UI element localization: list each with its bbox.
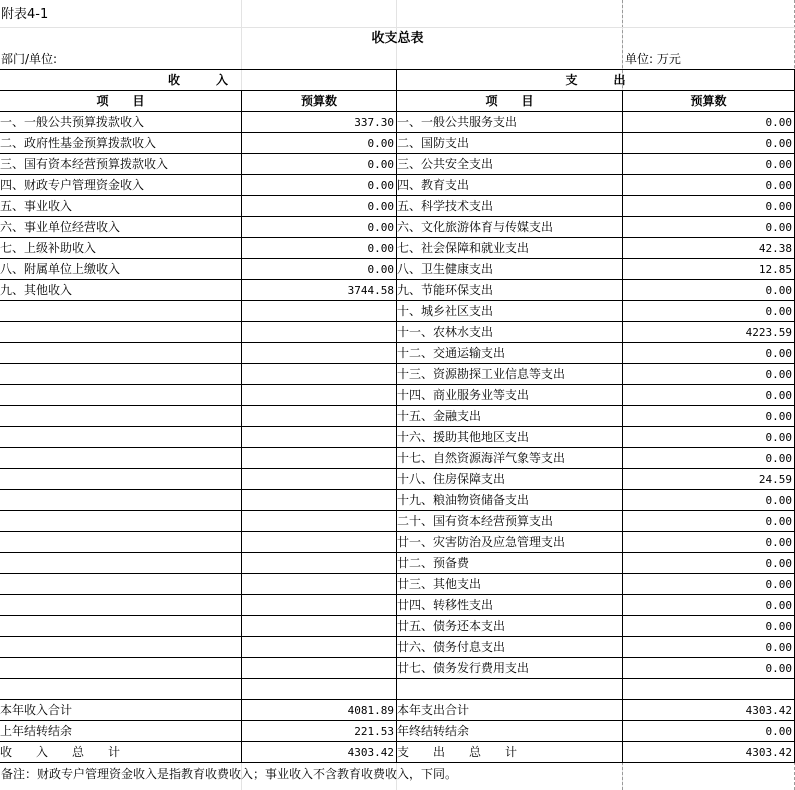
income-item-value	[242, 490, 397, 511]
expense-item-value: 0.00	[623, 154, 795, 175]
total-row	[0, 721, 795, 742]
income-item-label: 八、附属单位上缴收入	[0, 259, 242, 280]
table-row	[0, 595, 795, 616]
expense-item-value: 0.00	[623, 280, 795, 301]
income-item-value	[242, 616, 397, 637]
table-row	[0, 217, 795, 238]
expense-item-label: 廿七、债务发行费用支出	[397, 658, 623, 679]
footnote: 备注：财政专户管理资金收入是指教育收费收入；事业收入不含教育收费收入，下同。	[1, 767, 458, 781]
total-expense-value: 4303.42	[623, 700, 795, 721]
table-row	[0, 364, 795, 385]
table-row	[0, 259, 795, 280]
expense-item-value: 4223.59	[623, 322, 795, 343]
total-income-value: 4081.89	[242, 700, 397, 721]
expense-item-value: 0.00	[623, 448, 795, 469]
income-item-label	[0, 553, 242, 574]
expense-item-label: 十五、金融支出	[397, 406, 623, 427]
income-item-value	[242, 448, 397, 469]
expense-item-label: 十九、粮油物资储备支出	[397, 490, 623, 511]
total-expense-value: 0.00	[623, 721, 795, 742]
expense-item-value: 0.00	[623, 658, 795, 679]
income-item-label	[0, 616, 242, 637]
income-item-label	[0, 427, 242, 448]
expense-item-label: 十、城乡社区支出	[397, 301, 623, 322]
income-item-label	[0, 364, 242, 385]
income-budget-header: 预算数	[242, 91, 397, 112]
income-item-label	[0, 385, 242, 406]
blank-cell	[242, 679, 397, 700]
row-section-header	[0, 70, 795, 91]
expense-item-value: 0.00	[623, 406, 795, 427]
income-item-value	[242, 301, 397, 322]
total-row	[0, 700, 795, 721]
income-item-label: 五、事业收入	[0, 196, 242, 217]
expense-item-value: 0.00	[623, 511, 795, 532]
income-item-value	[242, 427, 397, 448]
income-item-value: 0.00	[242, 175, 397, 196]
income-item-label	[0, 511, 242, 532]
expense-item-label: 三、公共安全支出	[397, 154, 623, 175]
table-row	[0, 574, 795, 595]
income-item-label	[0, 301, 242, 322]
expense-item-label: 九、节能环保支出	[397, 280, 623, 301]
income-item-value: 337.30	[242, 112, 397, 133]
expense-item-value: 0.00	[623, 385, 795, 406]
income-item-label	[0, 448, 242, 469]
income-item-label: 六、事业单位经营收入	[0, 217, 242, 238]
table-row	[0, 406, 795, 427]
table-row	[0, 511, 795, 532]
expense-item-value: 0.00	[623, 364, 795, 385]
expense-item-value: 0.00	[623, 112, 795, 133]
table-row	[0, 133, 795, 154]
income-item-label	[0, 595, 242, 616]
income-item-value	[242, 658, 397, 679]
income-item-label	[0, 658, 242, 679]
table-row	[0, 427, 795, 448]
row-sheet-label	[0, 4, 795, 26]
blank-cell	[623, 679, 795, 700]
table-row	[0, 112, 795, 133]
income-item-value	[242, 532, 397, 553]
dept-label: 部门/单位:	[1, 52, 58, 66]
total-income-label: 本年收入合计	[0, 700, 242, 721]
table-row	[0, 469, 795, 490]
expense-item-label: 十一、农林水支出	[397, 322, 623, 343]
expense-item-label: 十七、自然资源海洋气象等支出	[397, 448, 623, 469]
income-item-value: 0.00	[242, 154, 397, 175]
income-item-label: 四、财政专户管理资金收入	[0, 175, 242, 196]
row-footnote	[0, 764, 795, 785]
table-row	[0, 301, 795, 322]
expense-budget-header: 预算数	[623, 91, 795, 112]
income-item-value	[242, 637, 397, 658]
income-item-value: 0.00	[242, 217, 397, 238]
income-item-label	[0, 343, 242, 364]
sheet-label: 附表4-1	[1, 7, 49, 22]
table-row	[0, 490, 795, 511]
total-row	[0, 742, 795, 763]
income-item-value	[242, 343, 397, 364]
income-item-value	[242, 553, 397, 574]
expense-item-value: 0.00	[623, 133, 795, 154]
table-row	[0, 532, 795, 553]
table-row	[0, 154, 795, 175]
income-item-label	[0, 574, 242, 595]
income-item-value	[242, 595, 397, 616]
expense-item-value: 0.00	[623, 196, 795, 217]
income-item-value: 0.00	[242, 133, 397, 154]
expense-item-value: 0.00	[623, 553, 795, 574]
expense-item-value: 24.59	[623, 469, 795, 490]
expense-item-value: 0.00	[623, 490, 795, 511]
income-item-value	[242, 364, 397, 385]
expense-item-label: 廿四、转移性支出	[397, 595, 623, 616]
income-header: 收 入	[0, 70, 397, 91]
expense-item-value: 0.00	[623, 637, 795, 658]
expense-item-header: 项 目	[397, 91, 623, 112]
expense-item-label: 廿一、灾害防治及应急管理支出	[397, 532, 623, 553]
income-item-value: 0.00	[242, 259, 397, 280]
blank-cell	[397, 679, 623, 700]
income-item-label: 三、国有资本经营预算拨款收入	[0, 154, 242, 175]
total-income-value: 221.53	[242, 721, 397, 742]
expense-item-label: 八、卫生健康支出	[397, 259, 623, 280]
table-row	[0, 385, 795, 406]
table-row	[0, 322, 795, 343]
expense-item-label: 廿二、预备费	[397, 553, 623, 574]
income-item-value	[242, 385, 397, 406]
expense-item-value: 0.00	[623, 175, 795, 196]
total-expense-label: 支 出 总 计	[397, 742, 623, 763]
expense-item-label: 二十、国有资本经营预算支出	[397, 511, 623, 532]
expense-item-value: 12.85	[623, 259, 795, 280]
table-row	[0, 196, 795, 217]
total-expense-label: 年终结转结余	[397, 721, 623, 742]
expense-item-value: 0.00	[623, 616, 795, 637]
table-row	[0, 616, 795, 637]
total-income-label: 上年结转结余	[0, 721, 242, 742]
income-item-value	[242, 469, 397, 490]
expense-item-value: 0.00	[623, 532, 795, 553]
income-item-value	[242, 511, 397, 532]
expense-item-value: 0.00	[623, 343, 795, 364]
row-title	[0, 28, 795, 50]
row-dept-unit	[0, 50, 795, 69]
table-row	[0, 553, 795, 574]
expense-item-label: 十四、商业服务业等支出	[397, 385, 623, 406]
income-item-label: 九、其他收入	[0, 280, 242, 301]
expense-item-label: 十三、资源勘探工业信息等支出	[397, 364, 623, 385]
total-expense-label: 本年支出合计	[397, 700, 623, 721]
table-row	[0, 343, 795, 364]
table-row	[0, 280, 795, 301]
table-row	[0, 238, 795, 259]
income-item-label: 一、一般公共预算拨款收入	[0, 112, 242, 133]
row-column-header	[0, 91, 795, 112]
blank-cell	[0, 679, 242, 700]
expense-item-value: 0.00	[623, 301, 795, 322]
income-item-label: 二、政府性基金预算拨款收入	[0, 133, 242, 154]
total-expense-value: 4303.42	[623, 742, 795, 763]
expense-item-label: 十八、住房保障支出	[397, 469, 623, 490]
income-item-label	[0, 532, 242, 553]
income-item-label	[0, 637, 242, 658]
expense-item-value: 0.00	[623, 217, 795, 238]
expense-item-label: 七、社会保障和就业支出	[397, 238, 623, 259]
table-row	[0, 637, 795, 658]
expense-item-label: 五、科学技术支出	[397, 196, 623, 217]
income-item-label	[0, 469, 242, 490]
table-row	[0, 448, 795, 469]
income-item-header: 项 目	[0, 91, 242, 112]
expense-item-label: 廿六、债务付息支出	[397, 637, 623, 658]
expense-item-label: 十二、交通运输支出	[397, 343, 623, 364]
page-title: 收支总表	[371, 31, 424, 46]
expense-item-label: 廿五、债务还本支出	[397, 616, 623, 637]
expense-item-value: 0.00	[623, 595, 795, 616]
expense-item-label: 二、国防支出	[397, 133, 623, 154]
expense-item-label: 四、教育支出	[397, 175, 623, 196]
total-income-value: 4303.42	[242, 742, 397, 763]
income-item-label	[0, 490, 242, 511]
income-item-label	[0, 322, 242, 343]
income-item-value	[242, 322, 397, 343]
expense-item-label: 六、文化旅游体育与传媒支出	[397, 217, 623, 238]
total-income-label: 收 入 总 计	[0, 742, 242, 763]
expense-item-label: 廿三、其他支出	[397, 574, 623, 595]
income-item-value: 0.00	[242, 238, 397, 259]
expense-header: 支 出	[397, 70, 795, 91]
expense-item-value: 0.00	[623, 574, 795, 595]
table-row-blank	[0, 679, 795, 700]
income-item-value: 0.00	[242, 196, 397, 217]
table-row	[0, 658, 795, 679]
expense-item-value: 42.38	[623, 238, 795, 259]
income-item-value	[242, 574, 397, 595]
unit-label: 单位: 万元	[625, 52, 681, 66]
income-item-value	[242, 406, 397, 427]
expense-item-label: 一、一般公共服务支出	[397, 112, 623, 133]
income-item-label	[0, 406, 242, 427]
expense-item-value: 0.00	[623, 427, 795, 448]
table-row	[0, 175, 795, 196]
income-item-value: 3744.58	[242, 280, 397, 301]
expense-item-label: 十六、援助其他地区支出	[397, 427, 623, 448]
income-item-label: 七、上级补助收入	[0, 238, 242, 259]
